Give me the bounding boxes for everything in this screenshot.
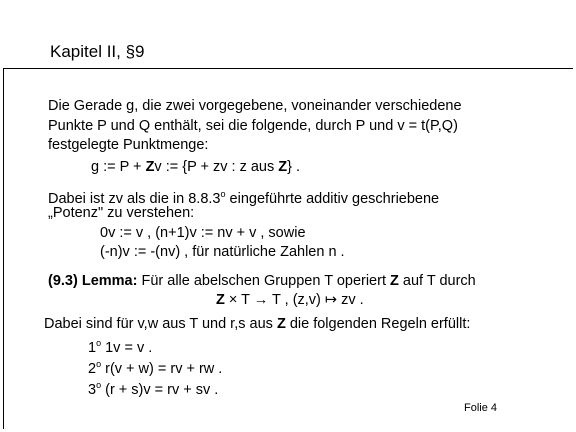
- paragraph-line-8: (-n)v := -(nv) , für natürliche Zahlen n .: [100, 244, 345, 260]
- rule-item: 2$^o$ r(v + w) = rv + rw .: [88, 359, 223, 377]
- lemma-map: Z × T → T , (z,v) ↦ zv .: [216, 292, 364, 308]
- lemma-statement: (9.3) Lemma: Für alle abelschen Gruppen T operiert Z auf T durch: [48, 273, 476, 289]
- paragraph-line-1: Die Gerade g, die zwei vorgegebene, voneinander verschiedene: [48, 98, 462, 114]
- paragraph-line-5: Dabei ist zv als die in 8.8.3$^o$ eingeführte additiv geschriebene: [48, 189, 440, 207]
- rule-item: 1$^o$ 1v = v .: [88, 338, 153, 356]
- slide-number: Folie 4: [464, 402, 498, 414]
- rules-intro: Dabei sind für v,w aus T und r,s aus Z die folgenden Regeln erfüllt:: [44, 316, 471, 332]
- rule-item: 3$^o$ (r + s)v = rv + sv .: [88, 380, 219, 398]
- paragraph-line-6: „Potenz" zu verstehen:: [48, 205, 195, 221]
- slide-title: Kapitel II, §9: [50, 42, 145, 61]
- paragraph-line-7: 0v := v , (n+1)v := nv + v , sowie: [100, 225, 306, 241]
- paragraph-line-3: festgelegte Punktmenge:: [48, 137, 209, 153]
- line-definition-formula: g := P + Zv := {P + zv : z aus Z} .: [91, 159, 301, 175]
- paragraph-line-2: Punkte P und Q enthält, sei die folgende, durch P und v = t(P,Q): [48, 118, 458, 134]
